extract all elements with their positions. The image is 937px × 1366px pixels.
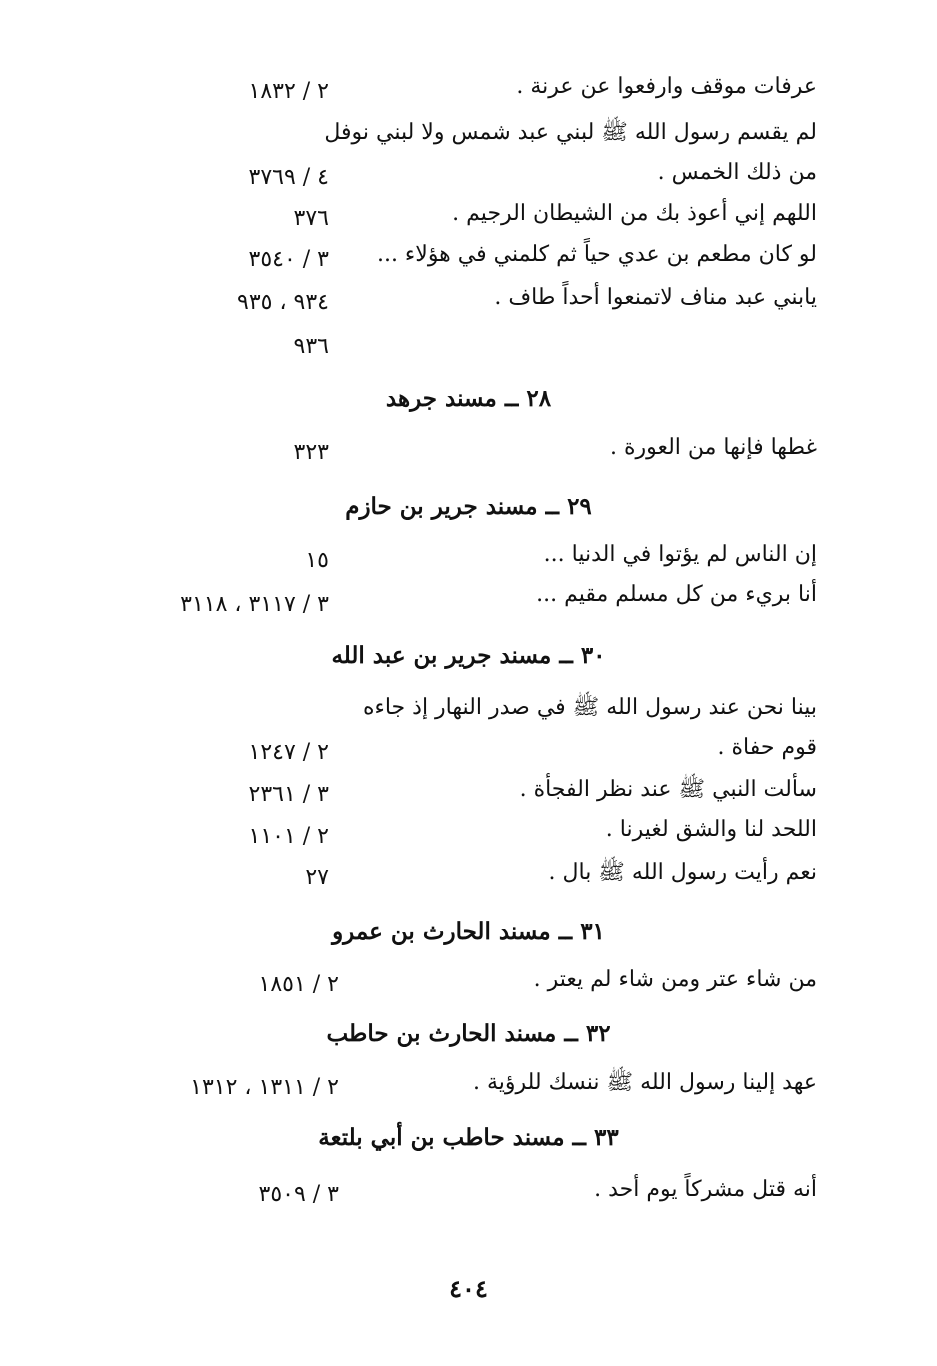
entry-reference: ٢ / ١٨٣٢ — [248, 79, 329, 104]
section-heading: ٣١ ــ مسند الحارث بن عمرو — [332, 918, 605, 945]
entry-text: إن الناس لم يؤتوا في الدنيا ... — [543, 542, 817, 567]
entry-reference: ٤ / ٣٧٦٩ — [248, 165, 329, 190]
entry-text: أنا بريء من كل مسلم مقيم ... — [536, 582, 817, 607]
entry-text: بينا نحن عند رسول الله ﷺ في صدر النهار إذ جاءه — [362, 695, 817, 720]
section-heading: ٣٢ ــ مسند الحارث بن حاطب — [326, 1020, 611, 1047]
entry-reference: ٩٣٤ ، ٩٣٥ — [237, 290, 329, 315]
entry-reference: ٩٣٦ — [293, 334, 329, 359]
entry-text: يابني عبد مناف لاتمنعوا أحداً طاف . — [494, 285, 817, 310]
entry-text: من ذلك الخمس . — [657, 160, 817, 185]
entry-text: قوم حفاة . — [717, 735, 817, 760]
entry-reference: ٢ / ١٢٤٧ — [248, 740, 329, 765]
entry-reference: ٣ / ٣٥٤٠ — [248, 247, 329, 272]
section-heading: ٢٩ ــ مسند جرير بن حازم — [345, 493, 592, 520]
section-heading: ٣٣ ــ مسند حاطب بن أبي بلتعة — [318, 1124, 619, 1151]
entry-text: أنه قتل مشركاً يوم أحد . — [594, 1177, 817, 1202]
section-heading: ٢٨ ــ مسند جرهد — [385, 385, 552, 412]
entry-reference: ٢ / ١٨٥١ — [258, 972, 339, 997]
page-number: ٤٠٤ — [449, 1274, 488, 1303]
entry-reference: ٣ / ٣١١٧ ، ٣١١٨ — [180, 592, 329, 617]
entry-reference: ٣ / ٣٥٠٩ — [258, 1182, 339, 1207]
entry-reference: ٣٧٦ — [293, 206, 329, 231]
entry-text: سألت النبي ﷺ عند نظر الفجأة . — [519, 777, 817, 802]
entry-text: عرفات موقف وارفعوا عن عرنة . — [516, 74, 817, 99]
entry-text: عهد إلينا رسول الله ﷺ ننسك للرؤية . — [472, 1070, 817, 1095]
section-heading: ٣٠ ــ مسند جرير بن عبد الله — [331, 642, 606, 669]
entry-text: اللهم إني أعوذ بك من الشيطان الرجيم . — [452, 201, 817, 226]
entry-reference: ٣ / ٢٣٦١ — [248, 782, 329, 807]
entry-reference: ٢٧ — [305, 865, 329, 890]
entry-reference: ٣٢٣ — [293, 440, 329, 465]
entry-text: من شاء عتر ومن شاء لم يعتر . — [533, 967, 817, 992]
entry-text: لو كان مطعم بن عدي حياً ثم كلمني في هؤلاء ... — [376, 242, 817, 267]
entry-text: غطها فإنها من العورة . — [609, 435, 817, 460]
entry-reference: ١٥ — [305, 548, 329, 573]
entry-reference: ٢ / ١١٠١ — [248, 824, 329, 849]
entry-text: اللحد لنا والشق لغيرنا . — [605, 817, 817, 842]
entry-reference: ٢ / ١٣١١ ، ١٣١٢ — [190, 1075, 339, 1100]
entry-text: نعم رأيت رسول الله ﷺ بال . — [548, 860, 817, 885]
entry-text: لم يقسم رسول الله ﷺ لبني عبد شمس ولا لبني نوفل — [324, 120, 817, 145]
